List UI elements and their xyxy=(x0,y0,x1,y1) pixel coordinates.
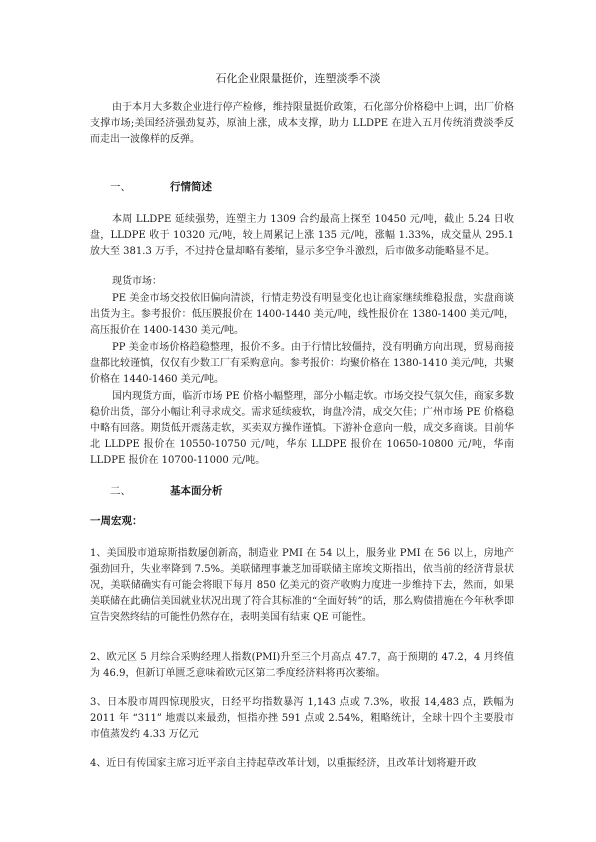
macro-item-3: 3、日本股市周四惊现股灾，日经平均指数暴泻 1,143 点或 7.3%，收报 14,483 点，跌幅为 2011 年 “311” 地震以来最劲，恒指亦挫 591 点或 2.54%，粗略统计，全球十四个主要股市市值蒸发约 4.33 万亿元 xyxy=(90,697,514,740)
section-title: 行情简述 xyxy=(170,181,212,193)
section-title: 基本面分析 xyxy=(170,485,223,497)
macro-item-4: 4、近日有传国家主席习近平亲自主持起草改革计划，以重振经济，且改革计划将避开政 xyxy=(90,758,477,769)
section-heading-2 xyxy=(110,484,223,498)
section-number: 一、 xyxy=(110,181,131,193)
document-title: 石化企业限量挺价，连塑淡季不淡 xyxy=(215,72,381,85)
spot-market-label: 现货市场： xyxy=(112,276,162,287)
macro-item-1: 1、美国股市道琼斯指数屡创新高，制造业 PMI 在 54 以上，服务业 PMI 在 56 以上，房地产强劲回升，失业率降到 7.5%。美联储理事兼芝加哥联储主席埃文斯指出，依当前的经济背景状况，美联储确实有可能会将眼下每月 850 亿美元的资产收购力度进一步维持下去，然而，如果美联储在此确信美国就业状况出现了符合其标准的“全面好转”的话，那么购债措施在今年秋季即宣告突然终结的可能性仍然存在，表明美国有结束 QE 可能性。 xyxy=(90,548,514,623)
macro-weekly-label: 一周宏观： xyxy=(90,515,143,527)
intro-paragraph: 由于本月大多数企业进行停产检修，维持限量挺价政策，石化部分价格稳中上调，出厂价格支撑市场;美国经济强劲复苏，原油上涨，成本支撑，助力 LLDPE 在进入五月传统消费淡季反而走出一波像样的反弹。 xyxy=(90,102,514,145)
domestic-spot-paragraph: 国内现货方面，临沂市场 PE 价格小幅整理，部分小幅走软。市场交投气氛欠佳，商家多数稳价出货，部分小幅让利寻求成交。需求延续疲软，询盘冷清，成交欠佳；广州市场 PE 价格稳中略有回落。期货低开震荡走软，买卖双方操作谨慎。下游补仓意向一般，成交多商谈。目前华北 LLDPE 报价在 10550-10750 元/吨，华东 LLDPE 报价在 10650-10800 元/吨，华南 LLDPE 报价在 10700-11000 元/吨。 xyxy=(90,391,514,466)
pe-spot-paragraph: PE 美金市场交投依旧偏向清淡，行情走势没有明显变化也让商家继续维稳报盘，实盘商谈出货为主。参考报价：低压膜报价在 1400-1440 美元/吨，线性报价在 1380-1400 美元/吨，高压报价在 1400-1430 美元/吨。 xyxy=(90,293,514,336)
section-heading-1 xyxy=(110,180,212,194)
section-number: 二、 xyxy=(110,485,131,497)
macro-item-2: 2、欧元区 5 月综合采购经理人指数(PMI)升至三个月高点 47.7，高于预期的 47.2，4 月终值为 46.9，但新订单匮乏意味着欧元区第二季度经济料将再次萎缩。 xyxy=(90,652,514,679)
pp-spot-paragraph: PP 美金市场价格趋稳整理，报价不多。由于行情比较僵持，没有明确方向出现，贸易商接盘都比较谨慎，仅仅有少数工厂有采购意向。参考报价：均聚价格在 1380-1410 美元/吨，共聚价格在 1440-1460 美元/吨。 xyxy=(90,342,515,385)
market-summary-paragraph: 本周 LLDPE 延续强势，连塑主力 1309 合约最高上探至 10450 元/吨，截止 5.24 日收盘，LLDPE 收于 10320 元/吨，较上周累记上涨 135 元/吨，涨幅 1.33%，成交量从 295.1 放大至 381.3 万手，不过持仓量却略有萎缩，显示多空争斗激烈，后市做多动能略显不足。 xyxy=(90,214,514,257)
